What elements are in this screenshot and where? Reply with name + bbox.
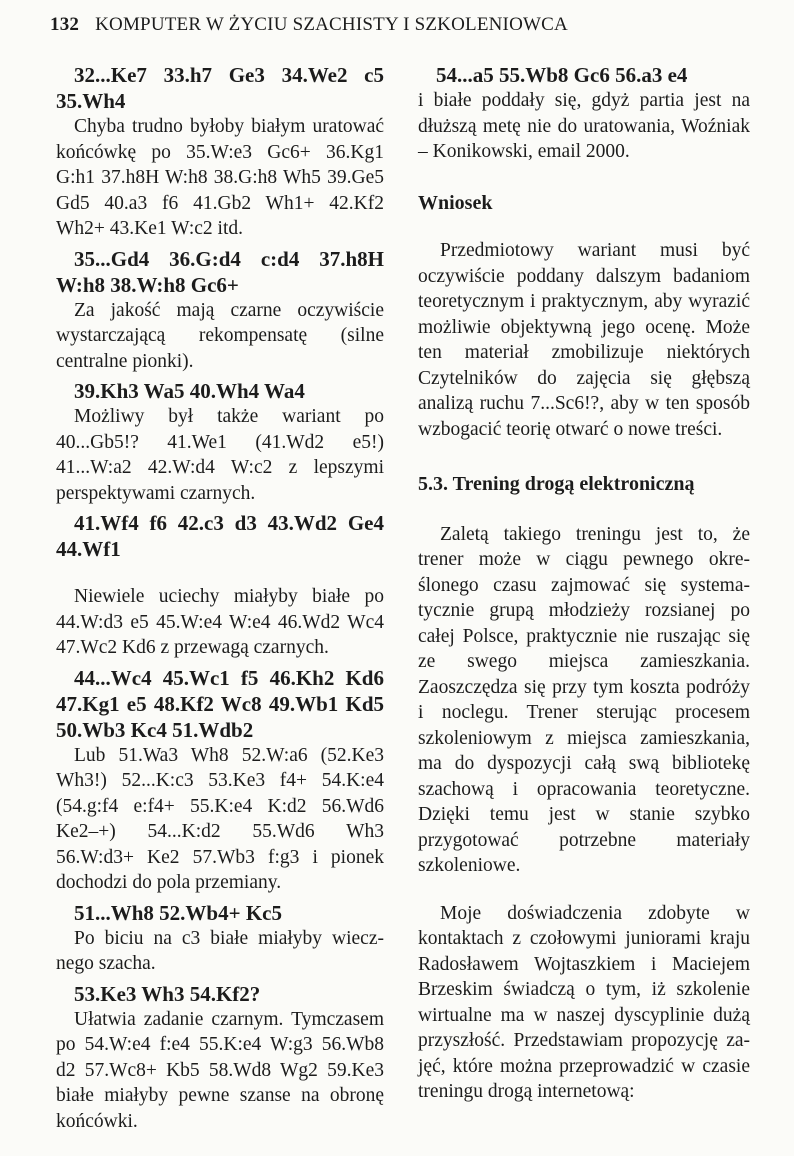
running-header	[50, 14, 750, 44]
move-line: 44...Wc4 45.Wc1 f5 46.Kh2 Kd6 47.Kg1 e5 48.Kf2 Wc8 49.Wb1 Kd5 50.Wb3 Kc4 51.Wdb2	[56, 665, 384, 742]
left-column	[56, 62, 384, 1134]
move-line: 51...Wh8 52.Wb4+ Kc5	[74, 900, 282, 925]
annotation: Lub 51.Wa3 Wh8 52.W:a6 (52.Ke3 Wh3!) 52...K:c3 53.Ke3 f4+ 54.K:e4 (54.g:f4 e:f4+ 55.K:e4 K:d2 56.Wd6 Ke2–+) 54...K:d2 55.Wd6 Wh3 56.W:d3+ Ke2 57.Wb3 f:g3 i pionek dochodzi do pola przemiany.	[56, 744, 384, 893]
move-line: 53.Ke3 Wh3 54.Kf2?	[74, 981, 261, 1006]
annotation: Możliwy był także wariant po 40...Gb5!? 41.We1 (41.Wd2 e5!) 41...W:a2 42.W:d4 W:c2 z lepszymi perspektywami czarnych.	[56, 406, 384, 504]
move-line: 41.Wf4 f6 42.c3 d3 43.Wd2 Ge4 44.Wf1	[56, 511, 384, 561]
move-line: 54...a5 55.Wb8 Gc6 56.a3 e4	[436, 63, 688, 87]
right-column	[418, 62, 750, 1105]
annotation: Chyba trudno byłoby białym uratować końcówkę po 35.W:e3 Gc6+ 36.Kg1 G:h1 37.h8H W:h8 38.G:h8 Wh5 39.Ge5 Gd5 40.a3 f6 41.Gb2 Wh1+ 42.Kf2 Wh2+ 43.Ke1 W:c2 itd.	[56, 116, 384, 239]
annotation: i białe poddały się, gdyż partia jest na dłuższą metę nie do uratowania, Woźniak – Konikowski, email 2000.	[418, 90, 750, 162]
move-line: 32...Ke7 33.h7 Ge3 34.We2 c5 35.Wh4	[56, 63, 384, 113]
paragraph: Przedmiotowy wariant musi być oczywiście poddany dalszym badaniom teoretycznym i praktycznym, aby wyrazić możliwie objektywną jego ocenę. Może ten materiał zmobilizuje niektórych Czytelników do zajęcia się głębszą analizą ruchu 7...Sc6!?, aby w ten sposób wzbogacić teorię otwarć o nowe treści.	[418, 240, 750, 440]
annotation: Za jakość mają czarne oczywiście wystarczającą rekompensatę (silne centralne pionki).	[56, 299, 384, 372]
running-title: KOMPUTER W ŻYCIU SZACHISTY I SZKOLENIOWCA	[95, 14, 568, 35]
annotation: Po biciu na c3 białe miałyby wiecznego szacha.	[56, 927, 384, 974]
paragraph: Moje doświadczenia zdobyte w kontaktach z czołowymi juniorami kraju Radosławem Wojtaszkiem i Maciejem Brzeskim świadczą o tym, iż szkolenie wirtualne ma w naszej dyscyplinie dużą przyszłość. Przedstawiam propozycję zajęć, które można przeprowadzić w czasie treningu drogą internetową:	[418, 902, 750, 1102]
section-heading-wniosek: Wniosek	[418, 191, 493, 214]
paragraph: Zaletą takiego treningu jest to, że trener może w ciągu pewnego określonego czasu zajmować się systematycznie grupą młodzieży rozsianej po całej Polsce, praktycznie nie ruszając się ze swego miejsca zamieszkania. Zaoszczędza się przy tym koszta podróży i noclegu. Trener sterując procesem szkoleniowym z miejsca zamieszkania, ma do dyspozycji całą swą bibliotekę szachową i opracowania teoretyczne. Dzięki temu jest w stanie szybko przygotować potrzebne materiały szkoleniowe.	[418, 523, 750, 876]
annotation: Ułatwia zadanie czarnym. Tymczasem po 54.W:e4 f:e4 55.K:e4 W:g3 56.Wb8 d2 57.Wc8+ Kb5 58.Wd8 Wg2 59.Ke3 białe miałyby pewne szanse na obronę końcówki.	[56, 1008, 384, 1132]
section-heading: 5.3. Trening drogą elektroniczną	[418, 473, 695, 495]
move-line: 39.Kh3 Wa5 40.Wh4 Wa4	[74, 379, 305, 403]
page-number: 132	[50, 14, 80, 35]
move-line: 35...Gd4 36.G:d4 c:d4 37.h8H W:h8 38.W:h8 Gc6+	[56, 246, 384, 297]
annotation: Niewiele uciechy miałyby białe po 44.W:d3 e5 45.W:e4 W:e4 46.Wd2 Wc4 47.Wc2 Kd6 z przewagą czarnych.	[56, 586, 384, 658]
